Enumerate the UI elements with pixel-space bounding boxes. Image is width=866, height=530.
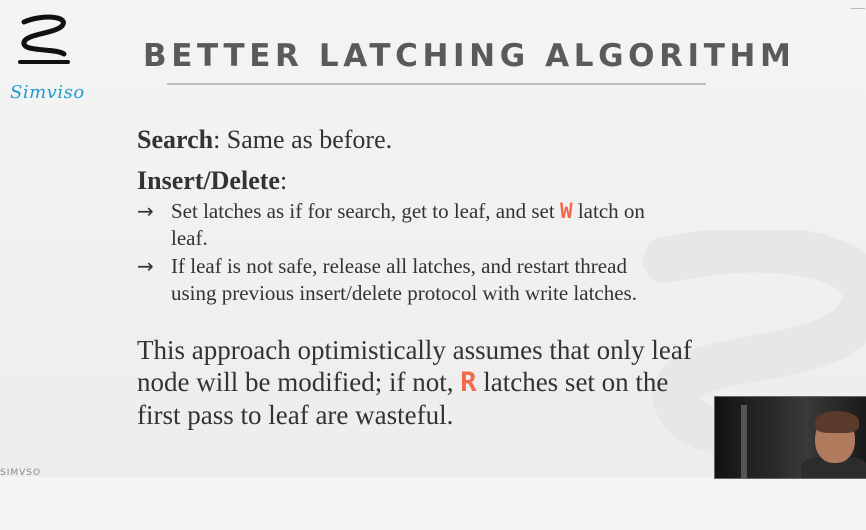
arrow-icon: →	[137, 254, 154, 278]
logo-text: Simviso	[10, 82, 85, 103]
read-latch-label: R	[460, 367, 477, 398]
bullet-text: latch on	[572, 199, 645, 223]
summary-paragraph	[137, 334, 747, 431]
write-latch-label: W	[559, 199, 573, 223]
bullet-text: leaf.	[171, 226, 208, 250]
arrow-icon: →	[137, 199, 154, 223]
presenter-hair	[815, 411, 859, 433]
paragraph-line: first pass to leaf are wasteful.	[137, 400, 454, 430]
presenter-video	[714, 396, 866, 479]
corner-mark	[851, 8, 865, 9]
simviso-logo-icon	[12, 12, 74, 70]
bullet-item	[137, 253, 737, 307]
search-label: Search	[137, 125, 214, 154]
bullet-item	[137, 198, 737, 252]
paragraph-line: latches set on the	[476, 367, 669, 397]
paragraph-line: This approach optimistically assumes that only leaf	[137, 335, 692, 365]
slide-content	[137, 124, 737, 431]
search-line	[137, 124, 737, 156]
paragraph-line: node will be modified; if not,	[137, 367, 461, 397]
bullet-text: If leaf is not safe, release all latches, and restart thread	[171, 254, 627, 278]
insert-delete-label: Insert/Delete	[137, 166, 280, 195]
insert-delete-colon: :	[279, 166, 288, 195]
search-text: : Same as before.	[213, 125, 393, 154]
bullet-text: using previous insert/delete protocol with write latches.	[171, 281, 637, 305]
title-divider	[167, 83, 706, 85]
insert-delete-line	[137, 165, 737, 197]
slide-title: BETTER LATCHING ALGORITHM	[143, 38, 796, 74]
footer-text: SIMVSO	[0, 468, 42, 478]
video-doorframe	[741, 405, 747, 478]
bullet-text: Set latches as if for search, get to leaf, and set	[171, 199, 560, 223]
simviso-logo	[8, 12, 85, 104]
